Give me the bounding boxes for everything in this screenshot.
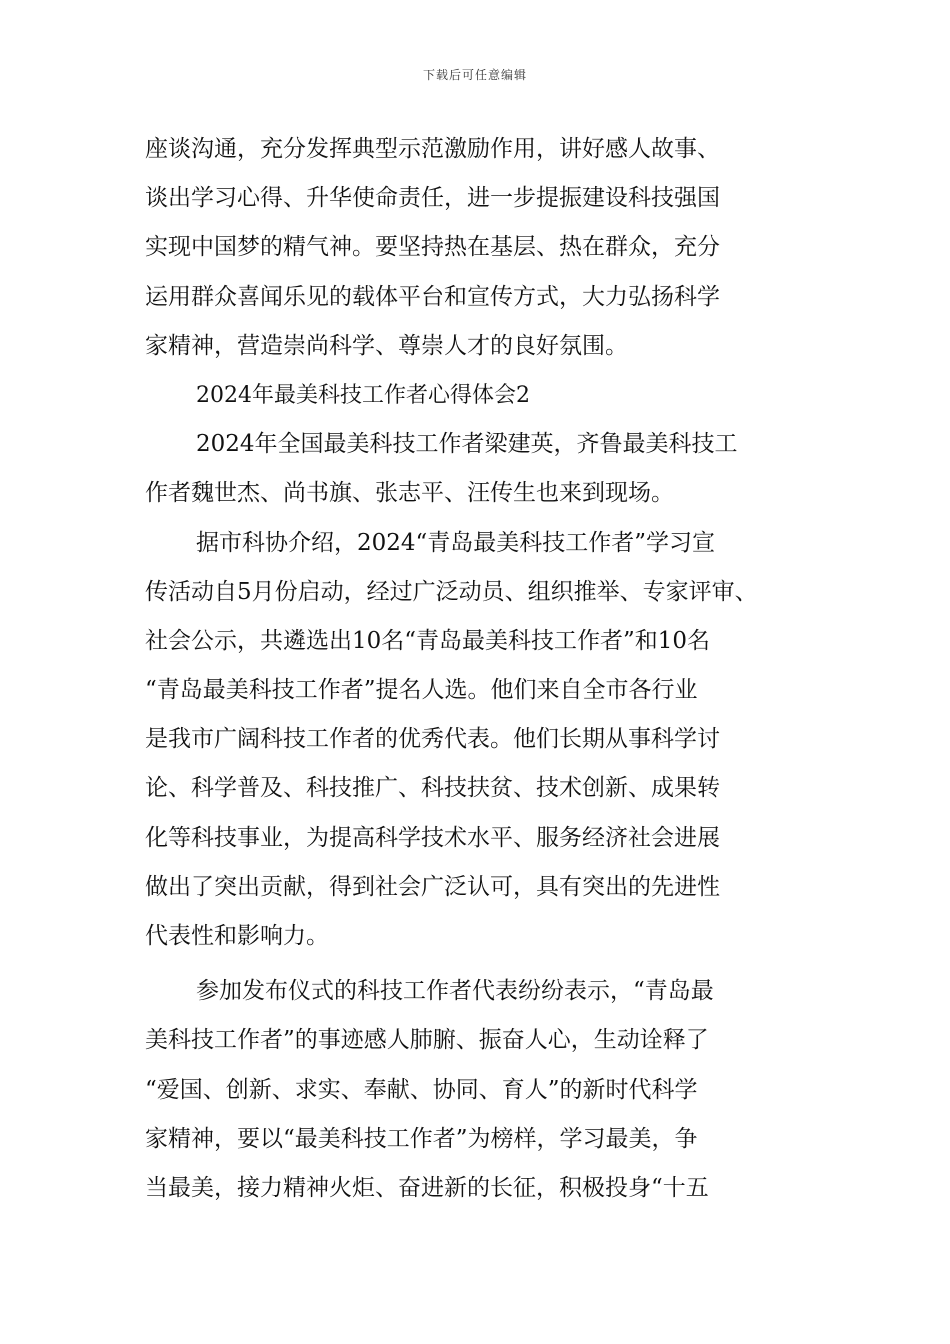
section-heading <box>145 371 815 420</box>
text-line: 家精神，要以“最美科技工作者”为榜样，学习最美，争 <box>145 1125 698 1152</box>
text-line: 美科技工作者”的事迹感人肺腑、振奋人心，生动诠释了 <box>145 1027 709 1054</box>
text-line: 是我市广阔科技工作者的优秀代表。他们长期从事科学讨 <box>145 726 720 753</box>
text-line: “爱国、创新、求实、奉献、协同、育人”的新时代科学 <box>145 1076 698 1103</box>
text-line: 座谈沟通，充分发挥典型示范激励作用，讲好感人故事、 <box>145 136 720 162</box>
text-line: 实现中国梦的精气神。要坚持热在基层、热在群众，充分 <box>145 234 720 261</box>
paragraph <box>145 125 815 371</box>
text-line: 传活动自5月份启动，经过广泛动员、组织推举、专家评审、 <box>145 578 758 605</box>
text-line: 当最美，接力精神火炬、奋进新的长征，积极投身“十五 <box>145 1174 709 1201</box>
text-line: 运用群众喜闻乐见的载体平台和宣传方式，大力弘扬科学 <box>145 283 720 310</box>
document-body <box>145 125 815 1213</box>
paragraph <box>145 967 815 1213</box>
paragraph <box>145 420 815 518</box>
text-line: “青岛最美科技工作者”提名人选。他们来自全市各行业 <box>145 677 698 704</box>
text-line: 代表性和影响力。 <box>145 923 329 949</box>
page-header: 下载后可任意编辑 <box>422 68 527 82</box>
text-line: 社会公示，共遴选出10名“青岛最美科技工作者”和10名 <box>145 627 711 654</box>
text-line: 参加发布仪式的科技工作者代表纷纷表示，“青岛最 <box>196 978 714 1005</box>
text-line: 论、科学普及、科技推广、科技扶贫、技术创新、成果转 <box>145 775 720 802</box>
text-line: 谈出学习心得、升华使命责任，进一步提振建设科技强国 <box>145 185 720 212</box>
heading-line: 2024年最美科技工作者心得体会2 <box>196 382 530 408</box>
paragraph <box>145 519 815 962</box>
text-line: 家精神，营造崇尚科学、尊崇人才的良好氛围。 <box>145 332 628 359</box>
text-line: 化等科技事业，为提高科学技术水平、服务经济社会进展 <box>145 824 720 851</box>
text-line: 做出了突出贡献，得到社会广泛认可，具有突出的先进性 <box>145 873 720 900</box>
text-line: 作者魏世杰、尚书旗、张志平、汪传生也来到现场。 <box>145 480 674 507</box>
text-line: 2024年全国最美科技工作者梁建英，齐鲁最美科技工 <box>196 431 738 458</box>
text-line: 据市科协介绍，2024“青岛最美科技工作者”学习宣 <box>196 529 716 556</box>
